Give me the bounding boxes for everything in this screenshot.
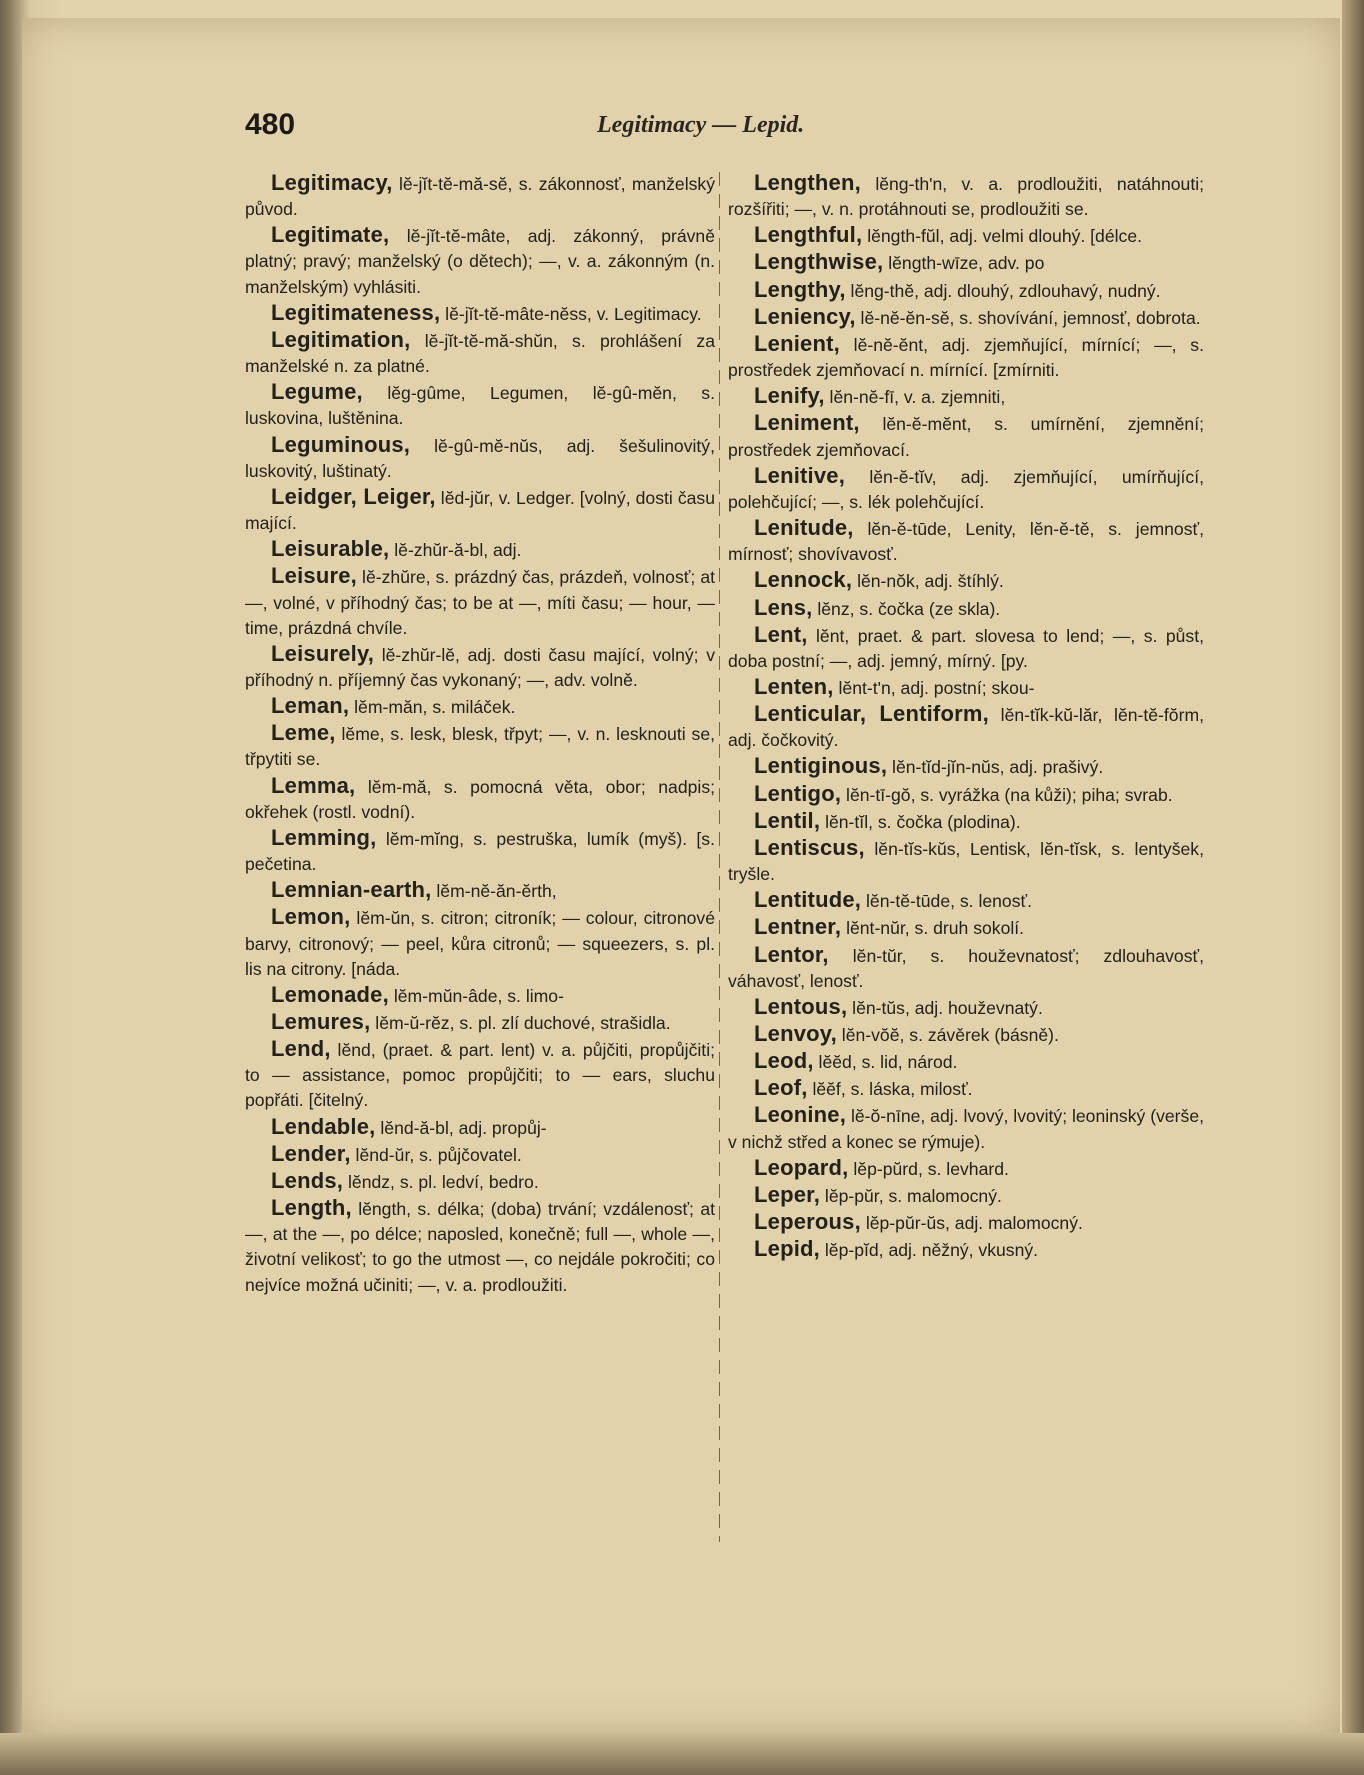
entry-definition: lĕ-jĭt-tĕ-mâte-nĕss, v. Legitimacy. (440, 303, 702, 324)
dictionary-entry (245, 170, 715, 222)
entry-headword: Lenvoy, (754, 1021, 837, 1046)
entry-headword: Leonine, (754, 1102, 847, 1128)
entry-headword: Leisurely, (271, 640, 375, 666)
entry-definition: lĕ-jĭt-tĕ-mă-shŭn, s. prohlášení za manželské n. za platné. (245, 330, 715, 377)
entry-definition: lĕn-ĕ-tĭv, adj. zjemňující, umírňující, polehčující; —, s. lék polehčující. (728, 466, 1204, 512)
entry-definition: lĕ-ŏ-nīne, adj. lvový, lvovitý; leoninský (verše, v nichž střed a konec se rýmuje). (728, 1106, 1204, 1152)
entry-headword: Lemures, (271, 1009, 371, 1034)
dictionary-entry (728, 515, 1204, 567)
dictionary-entry (245, 904, 715, 981)
entry-definition: lĕp-pŭrd, s. levhard. (848, 1158, 1009, 1179)
entry-headword: Legitimation, (271, 326, 411, 352)
entry-headword: Lepid, (754, 1236, 820, 1262)
entry-headword: Lender, (271, 1140, 351, 1166)
entry-definition: lĕp-pĭd, adj. něžný, vkusný. (819, 1240, 1039, 1261)
dictionary-entry (728, 674, 1204, 701)
entry-headword: Lenient, (754, 330, 840, 356)
dictionary-entry (728, 887, 1204, 914)
entry-definition: lĕng-th'n, v. a. prodloužiti, natáhnouti; rozšířiti; —, v. n. protáhnouti se, prodloužiti se. (728, 174, 1204, 220)
entry-headword: Lends, (271, 1167, 344, 1193)
dictionary-entry (728, 463, 1204, 515)
dictionary-entry (245, 982, 715, 1009)
entry-headword: Lemon, (271, 904, 351, 930)
entry-headword: Leper, (754, 1181, 821, 1207)
dictionary-entry (245, 484, 715, 536)
entry-definition: lĕm-nĕ-ăn-ĕrth, (431, 881, 557, 902)
entry-headword: Lenify, (754, 383, 825, 409)
entry-definition: lĕm-mĭng, s. pestruška, lumík (myš). [s. pečetina. (245, 828, 715, 875)
page-edge-bottom (0, 1733, 1364, 1775)
entry-definition: lĕn-tŭr, s. houževnatosť; zdlouhavosť, váhavosť, lenosť. (728, 945, 1204, 991)
dictionary-entry (728, 781, 1204, 808)
entry-definition: lĕnd, (praet. & part. lent) v. a. půjčiti, propůjčiti; to — assistance, pomoc propůjčiti; to — ears, sluchu popřáti. [čitelný. (245, 1040, 715, 1111)
entry-definition: lĕ-zhŭr-lĕ, adj. dosti času mající, volný; v příhodný n. příjemný čas vykonaný; —, adv. volně. (245, 644, 715, 690)
running-head (245, 108, 1075, 144)
dictionary-entry (728, 331, 1204, 383)
page-edge-right (1342, 0, 1364, 1775)
dictionary-entry (728, 170, 1204, 222)
entry-headword: Lengthen, (754, 170, 861, 195)
entry-definition: lĕm-mŭn-âde, s. limo- (388, 985, 564, 1006)
entry-definition: lĕm-ŭ-rĕz, s. pl. zlí duchové, strašidla. (370, 1013, 671, 1033)
entry-definition: lĕn-tĭs-kŭs, Lentisk, lĕn-tĭsk, s. lentyšek, tryšle. (728, 838, 1204, 885)
entry-headword: Lemonade, (271, 981, 389, 1007)
entry-definition: lĕg-gûme, Legumen, lĕ-gû-mĕn, s. luskovina, luštěnina. (245, 383, 715, 429)
dictionary-entry (728, 1075, 1204, 1102)
dictionary-entry (728, 1048, 1204, 1075)
dictionary-entry (728, 567, 1204, 594)
entry-definition: lĕ-jĭt-tĕ-mă-sĕ, s. zákonnosť, manželský původ. (245, 174, 715, 220)
entry-definition: lĕ-gû-mĕ-nŭs, adj. šešulinovitý, luskovitý, luštinatý. (245, 435, 715, 481)
entry-definition: lĕngth-wīze, adv. po (883, 253, 1045, 274)
entry-headword: Leguminous, (271, 431, 411, 457)
dictionary-entry (245, 641, 715, 693)
dictionary-entry (728, 383, 1204, 410)
entry-definition: lĕn-ĕ-tūde, Lenity, lĕn-ĕ-tĕ, s. jemnosť, mírnosť; shovívavosť. (728, 519, 1204, 565)
dictionary-entry (728, 1021, 1204, 1048)
entry-headword: Lemnian-earth, (271, 877, 432, 903)
entry-definition: lĕn-nŏk, adj. štíhlý. (852, 571, 1004, 592)
entry-headword: Lengthwise, (754, 249, 884, 275)
entry-definition: lĕnt, praet. & part. slovesa to lend; —, s. půst, doba postní; —, adj. jemný, mírný. [py. (728, 625, 1204, 671)
entry-headword: Leme, (271, 720, 336, 746)
dictionary-entry (245, 877, 715, 904)
entry-headword: Lenten, (754, 673, 834, 699)
dictionary-entry (728, 222, 1204, 249)
entry-definition: lĕnt-nŭr, s. druh sokolí. (841, 918, 1025, 939)
dictionary-entry (728, 808, 1204, 835)
dictionary-entry (728, 1236, 1204, 1263)
entry-headword: Lenitude, (754, 515, 854, 541)
entry-definition: lĕn-nĕ-fī, v. a. zjemniti, (824, 387, 1006, 408)
entry-definition: lĕ-zhŭre, s. prázdný čas, prázdeň, volnosť; at —, volné, v příhodný čas; to be at —, míti času; — hour, — time, prázdná chvíle. (245, 567, 715, 638)
entry-headword: Leisurable, (271, 536, 390, 562)
dictionary-entry (245, 536, 715, 563)
entry-definition: lĕn-tĕ-tūde, s. lenosť. (861, 891, 1033, 912)
entry-headword: Leniency, (754, 303, 856, 329)
entry-definition: lĕngth, s. délka; (doba) trvání; vzdálenosť; at —, at the —, po délce; naposled, konečně; full —, whole —, životní velikosť; to go the utmost —, co nejdále pokročiti; co nejvíce možná učiniti; —, v. a. prodloužiti. (245, 1199, 715, 1295)
entry-definition: lĕp-pŭr, s. malomocný. (820, 1185, 1002, 1206)
right-column (728, 170, 1204, 1263)
dictionary-entry (728, 701, 1204, 753)
dictionary-entry (728, 410, 1204, 462)
dictionary-entry (728, 595, 1204, 622)
column-divider (719, 172, 720, 1542)
entry-headword: Lenitive, (754, 462, 846, 488)
entry-headword: Lentiginous, (754, 753, 888, 779)
entry-headword: Lentitude, (754, 887, 862, 913)
dictionary-entry (245, 825, 715, 877)
entry-definition: lĕnd-ă-bl, adj. propůj- (375, 1117, 547, 1138)
dictionary-entry (245, 327, 715, 379)
page-number: 480 (245, 108, 296, 141)
entry-headword: Legume, (271, 379, 363, 405)
entry-definition: lĕn-tĭl, s. čočka (plodina). (820, 811, 1021, 832)
entry-headword: Leod, (754, 1048, 814, 1074)
dictionary-entry (245, 300, 715, 327)
dictionary-entry (245, 432, 715, 484)
dictionary-entry (728, 1155, 1204, 1182)
dictionary-entry (245, 1141, 715, 1168)
dictionary-entry (245, 1114, 715, 1141)
dictionary-entry (245, 1009, 715, 1036)
dictionary-entry (245, 222, 715, 299)
entry-definition: lĕnz, s. čočka (ze skla). (812, 598, 1001, 619)
entry-definition: lĕm-măn, s. miláček. (349, 697, 516, 718)
left-column (245, 170, 715, 1298)
entry-headword: Length, (271, 1195, 352, 1221)
entry-definition: lĕme, s. lesk, blesk, třpyt; —, v. n. lesknouti se, třpytiti se. (245, 724, 715, 770)
entry-definition: lĕndz, s. pl. ledví, bedro. (343, 1171, 539, 1192)
entry-headword: Lenticular, Lentiform, (754, 701, 989, 727)
entry-definition: lĕn-ĕ-mĕnt, s. umírnění, zjemnění; prostředek zjemňovací. (728, 414, 1204, 460)
dictionary-entry (245, 773, 715, 825)
entry-headword: Lemma, (271, 772, 356, 798)
entry-definition: lĕ-jĭt-tĕ-mâte, adj. zákonný, právně platný; pravý; manželský (o dětech); —, v. a. zákonným (n. manželským) vyhlásiti. (245, 226, 715, 297)
entry-headword: Leman, (271, 693, 350, 719)
entry-headword: Lendable, (271, 1113, 376, 1139)
dictionary-entry (245, 693, 715, 720)
entry-definition: lĕn-vŏĕ, s. závěrek (básně). (836, 1025, 1059, 1045)
entry-definition: lĕm-mă, s. pomocná věta, obor; nadpis; okřehek (rostl. vodní). (245, 776, 715, 822)
dictionary-entry (728, 835, 1204, 887)
dictionary-entry (245, 1168, 715, 1195)
entry-headword: Lentous, (754, 993, 848, 1019)
entry-definition: lĕ-nĕ-ĕnt, adj. zjemňující, mírnící; —, s. prostředek zjemňovací n. mírnící. [zmírniti. (728, 334, 1204, 381)
entry-headword: Lengthy, (754, 276, 846, 302)
entry-headword: Lentor, (754, 941, 829, 967)
dictionary-entry (245, 563, 715, 640)
entry-definition: lĕ-nĕ-ĕn-sĕ, s. shovívání, jemnosť, dobrota. (855, 307, 1201, 328)
entry-headword: Leniment, (754, 410, 860, 436)
entry-definition: lĕng-thĕ, adj. dlouhý, zdlouhavý, nudný. (845, 280, 1161, 301)
dictionary-entry (728, 942, 1204, 994)
entry-headword: Leisure, (271, 563, 357, 589)
entry-headword: Lemming, (271, 824, 377, 850)
dictionary-entry (245, 379, 715, 431)
entry-definition: lĕp-pŭr-ŭs, adj. malomocný. (860, 1213, 1083, 1234)
dictionary-entry (728, 1209, 1204, 1236)
dictionary-entry (728, 1102, 1204, 1154)
entry-headword: Lentigo, (754, 780, 842, 806)
entry-headword: Lent, (754, 621, 808, 647)
dictionary-entry (728, 249, 1204, 276)
entry-definition: lĕngth-fŭl, adj. velmi dlouhý. [délce. (862, 226, 1143, 247)
entry-definition: lĕm-ŭn, s. citron; citroník; — colour, citronové barvy, citronový; — peel, kůra citronů; — squeezers, s. pl. lis na citrony. [nádа. (245, 908, 715, 979)
entry-definition: lĕd-jŭr, v. Ledger. [volný, dosti času mající. (245, 487, 716, 534)
entry-headword: Legitimate, (271, 222, 390, 248)
dictionary-entry (728, 304, 1204, 331)
entry-definition: lĕn-tŭs, adj. houževnatý. (847, 997, 1043, 1018)
entry-headword: Leopard, (754, 1154, 849, 1180)
dictionary-entry (728, 1182, 1204, 1209)
entry-headword: Leperous, (754, 1209, 861, 1235)
dictionary-entry (728, 622, 1204, 674)
entry-definition: lĕĕd, s. lid, národ. (813, 1052, 958, 1073)
entry-headword: Lentil, (754, 807, 821, 833)
entry-headword: Lend, (271, 1036, 331, 1062)
dictionary-entry (728, 753, 1204, 780)
entry-headword: Leof, (754, 1075, 808, 1101)
dictionary-entry (245, 1036, 715, 1113)
entry-headword: Legitimateness, (271, 299, 441, 325)
entry-headword: Lennock, (754, 567, 853, 593)
dictionary-entry (728, 277, 1204, 304)
entry-definition: lĕĕf, s. láska, milosť. (807, 1079, 973, 1100)
running-head-title: Legitimacy — Lepid. (597, 112, 805, 138)
dictionary-entry (728, 914, 1204, 941)
dictionary-entry (728, 994, 1204, 1021)
entry-definition: lĕnd-ŭr, s. půjčovatel. (350, 1144, 522, 1165)
entry-definition: lĕnt-t'n, adj. postní; skou- (833, 677, 1035, 698)
entry-headword: Legitimacy, (271, 170, 393, 195)
dictionary-entry (245, 1195, 715, 1298)
entry-headword: Lentiscus, (754, 834, 865, 860)
entry-headword: Lentner, (754, 914, 842, 940)
entry-definition: lĕn-tī-gŏ, s. vyrážka (na kůži); piha; svrab. (841, 784, 1173, 805)
entry-definition: lĕ-zhŭr-ă-bl, adj. (389, 540, 522, 561)
entry-definition: lĕn-tĭd-jĭn-nŭs, adj. prašivý. (887, 757, 1104, 778)
entry-definition: lĕn-tĭk-kŭ-lăr, lĕn-tĕ-fŏrm, adj. čočkovitý. (728, 705, 1204, 751)
entry-headword: Lengthful, (754, 222, 863, 248)
entry-headword: Leidger, Leiger, (271, 483, 436, 509)
dictionary-entry (245, 720, 715, 772)
entry-headword: Lens, (754, 594, 813, 620)
